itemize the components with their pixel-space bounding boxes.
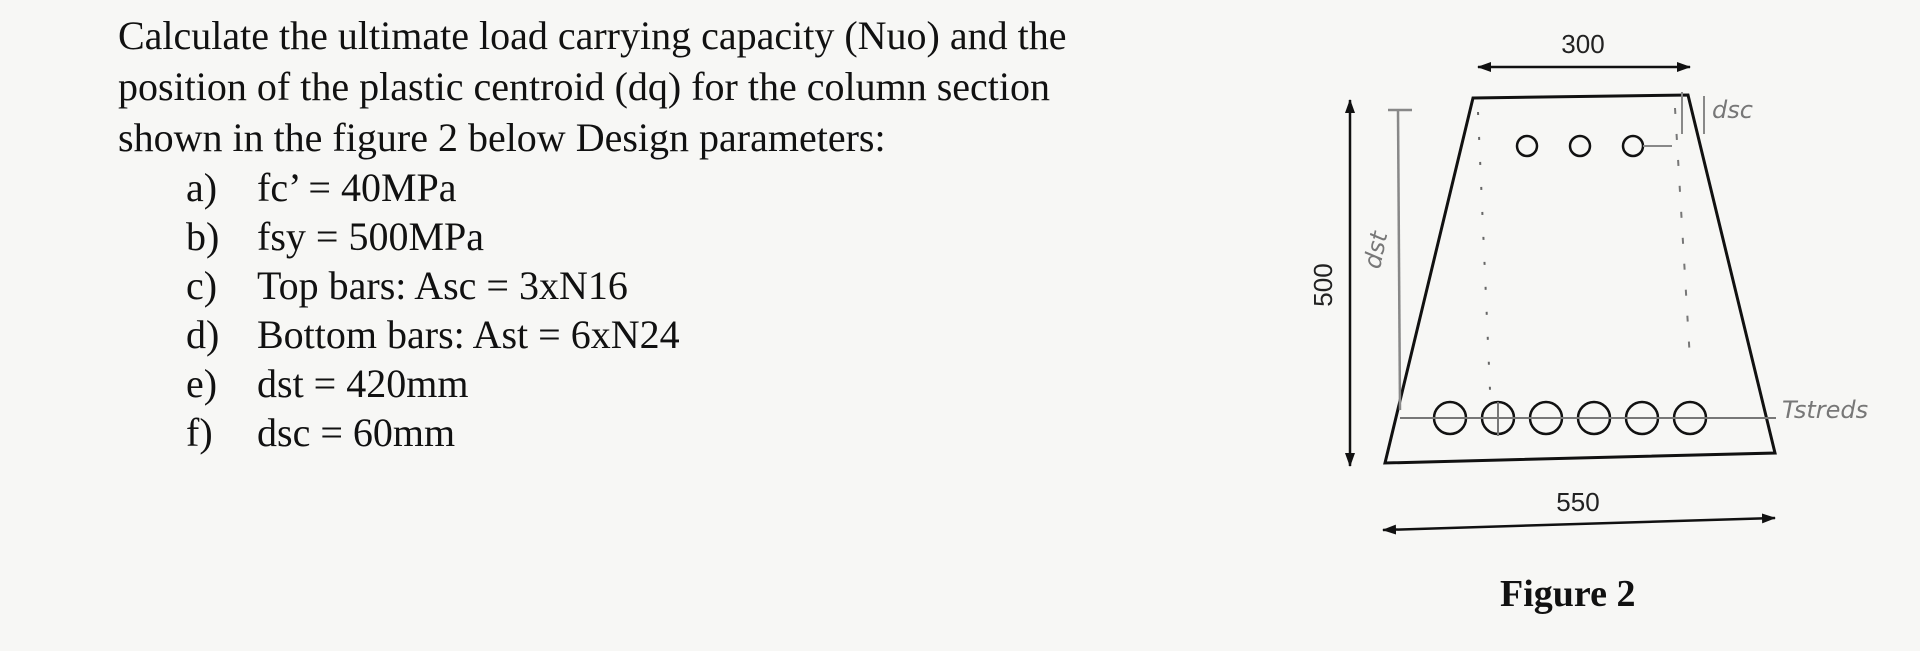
parameter-text: Bottom bars: Ast = 6xN24 <box>257 312 680 357</box>
parameter-label: d) <box>186 312 220 357</box>
column-section-outline <box>1385 95 1775 463</box>
height-label: 500 <box>1308 263 1338 307</box>
dsc-handwritten-label: dsc <box>1712 96 1753 124</box>
top-bar <box>1517 136 1537 156</box>
bottom-handwritten-label: Tstreds <box>1782 396 1869 424</box>
parameter-label: e) <box>186 361 218 406</box>
top-bar <box>1623 136 1643 156</box>
bottom-width-dimension-line <box>1383 518 1775 530</box>
parameter-text: Top bars: Asc = 3xN16 <box>257 263 628 308</box>
parameter-text: dst = 420mm <box>257 361 469 406</box>
top-width-label: 300 <box>1561 29 1605 59</box>
parameter-label: a) <box>186 165 218 210</box>
parameter-text: dsc = 60mm <box>257 410 456 455</box>
question-intro: Calculate the ultimate load carrying capacity (Nuo) and the position of the plastic centroid (dq) for the column section shown in the figure 2 below Design parameters: <box>118 13 1067 160</box>
parameter-label: c) <box>186 263 218 308</box>
parameter-text: fsy = 500MPa <box>257 214 485 259</box>
figure-caption: Figure 2 <box>1500 573 1636 615</box>
dst-marker <box>1358 110 1412 410</box>
parameter-label: f) <box>186 410 213 455</box>
bottom-width-label: 550 <box>1556 487 1600 517</box>
top-bar <box>1570 136 1590 156</box>
stirrup-right-dashed <box>1675 108 1690 360</box>
stirrup-left-dashed <box>1478 112 1490 390</box>
parameter-label: b) <box>186 214 220 259</box>
parameter-text: fc’ = 40MPa <box>257 165 457 210</box>
dst-handwritten-label: dst <box>1358 228 1394 272</box>
